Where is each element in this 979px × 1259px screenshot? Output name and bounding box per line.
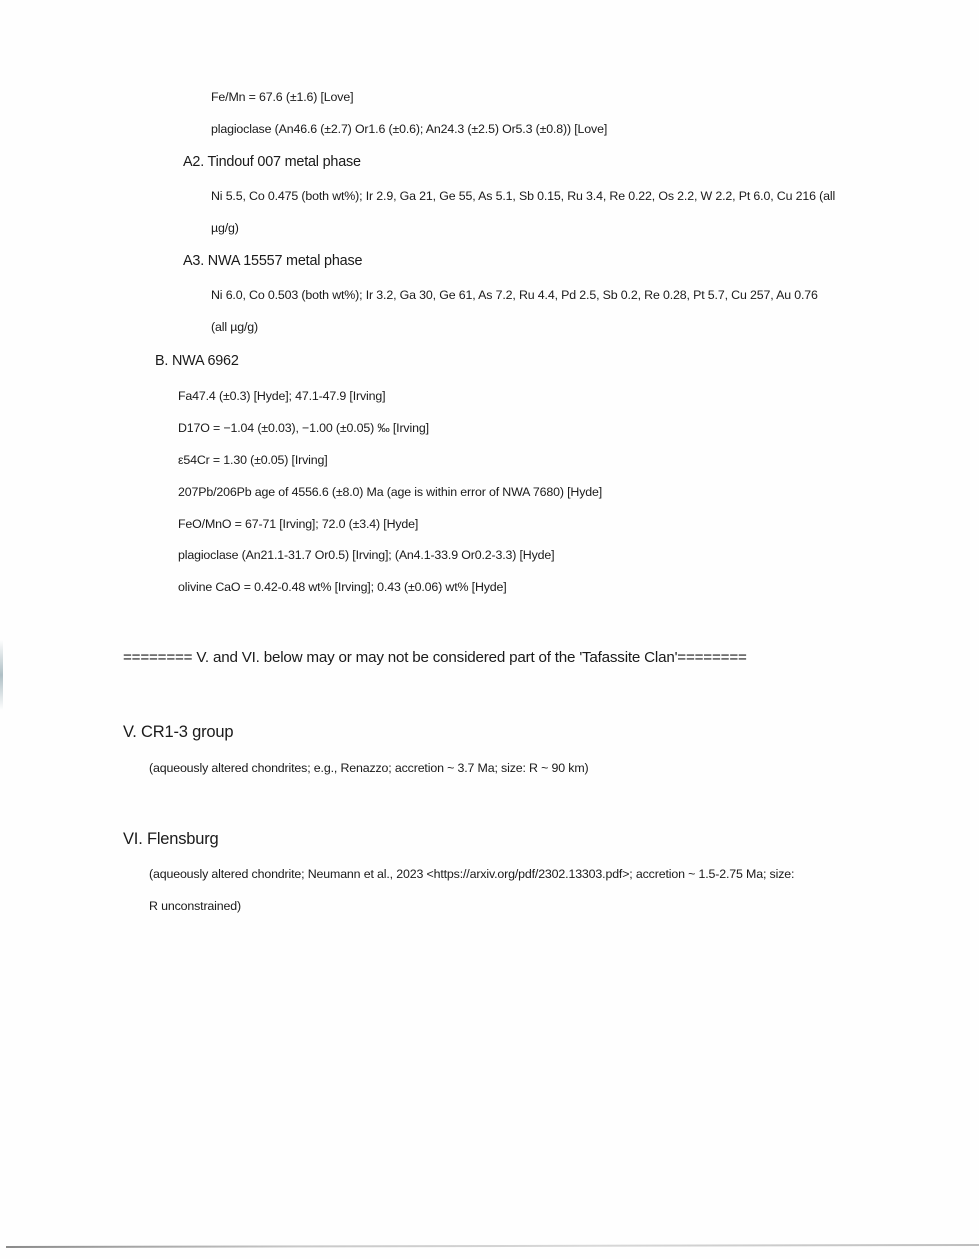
section-vi-note-line1: (aqueously altered chondrite; Neumann et al., 2023 <https://arxiv.org/pdf/2302.13303.pdf>; accretion ~ 1.5-2.75 Ma; size:: [149, 867, 795, 881]
section-a2-heading: A2. Tindouf 007 metal phase: [183, 154, 361, 170]
section-vi-note-line2: R unconstrained): [149, 899, 241, 913]
section-a3-heading: A3. NWA 15557 metal phase: [183, 253, 363, 269]
scan-edge-shadow: [0, 640, 3, 710]
plagioclase-line: plagioclase (An46.6 (±2.7) Or1.6 (±0.6); An24.3 (±2.5) Or5.3 (±0.8)) [Love]: [211, 122, 608, 136]
section-b-heading: B. NWA 6962: [155, 353, 239, 369]
section-vi-heading: VI. Flensburg: [123, 830, 219, 848]
section-a3-composition-line2: (all µg/g): [211, 320, 258, 334]
section-b-item: D17O = −1.04 (±0.03), −1.00 (±0.05) ‰ [Irving]: [178, 421, 429, 435]
section-b-item: FeO/MnO = 67-71 [Irving]; 72.0 (±3.4) [Hyde]: [178, 517, 419, 531]
section-b-item: plagioclase (An21.1-31.7 Or0.5) [Irving]; (An4.1-33.9 Or0.2-3.3) [Hyde]: [178, 548, 555, 562]
tafassite-clan-divider: ======== V. and VI. below may or may not be considered part of the 'Tafassite Clan'========: [123, 649, 747, 666]
section-b-item: Fa47.4 (±0.3) [Hyde]; 47.1-47.9 [Irving]: [178, 389, 386, 403]
scan-bottom-edge: [6, 1244, 979, 1248]
fe-mn-ratio-line: Fe/Mn = 67.6 (±1.6) [Love]: [211, 90, 354, 104]
section-a2-composition-line2: µg/g): [211, 221, 239, 235]
section-v-heading: V. CR1-3 group: [123, 723, 234, 741]
section-a2-composition-line1: Ni 5.5, Co 0.475 (both wt%); Ir 2.9, Ga 21, Ge 55, As 5.1, Sb 0.15, Ru 3.4, Re 0.22, Os 2.2, W 2.2, Pt 6.0, Cu 216 (all: [211, 189, 836, 203]
section-b-item: olivine CaO = 0.42-0.48 wt% [Irving]; 0.43 (±0.06) wt% [Hyde]: [178, 580, 507, 594]
section-v-note: (aqueously altered chondrites; e.g., Renazzo; accretion ~ 3.7 Ma; size: R ~ 90 km): [149, 761, 589, 775]
section-a3-composition-line1: Ni 6.0, Co 0.503 (both wt%); Ir 3.2, Ga 30, Ge 61, As 7.2, Ru 4.4, Pd 2.5, Sb 0.2, Re 0.28, Pt 5.7, Cu 257, Au 0.76: [211, 288, 818, 302]
section-b-item: ε54Cr = 1.30 (±0.05) [Irving]: [178, 453, 328, 467]
section-b-item: 207Pb/206Pb age of 4556.6 (±8.0) Ma (age is within error of NWA 7680) [Hyde]: [178, 485, 603, 499]
